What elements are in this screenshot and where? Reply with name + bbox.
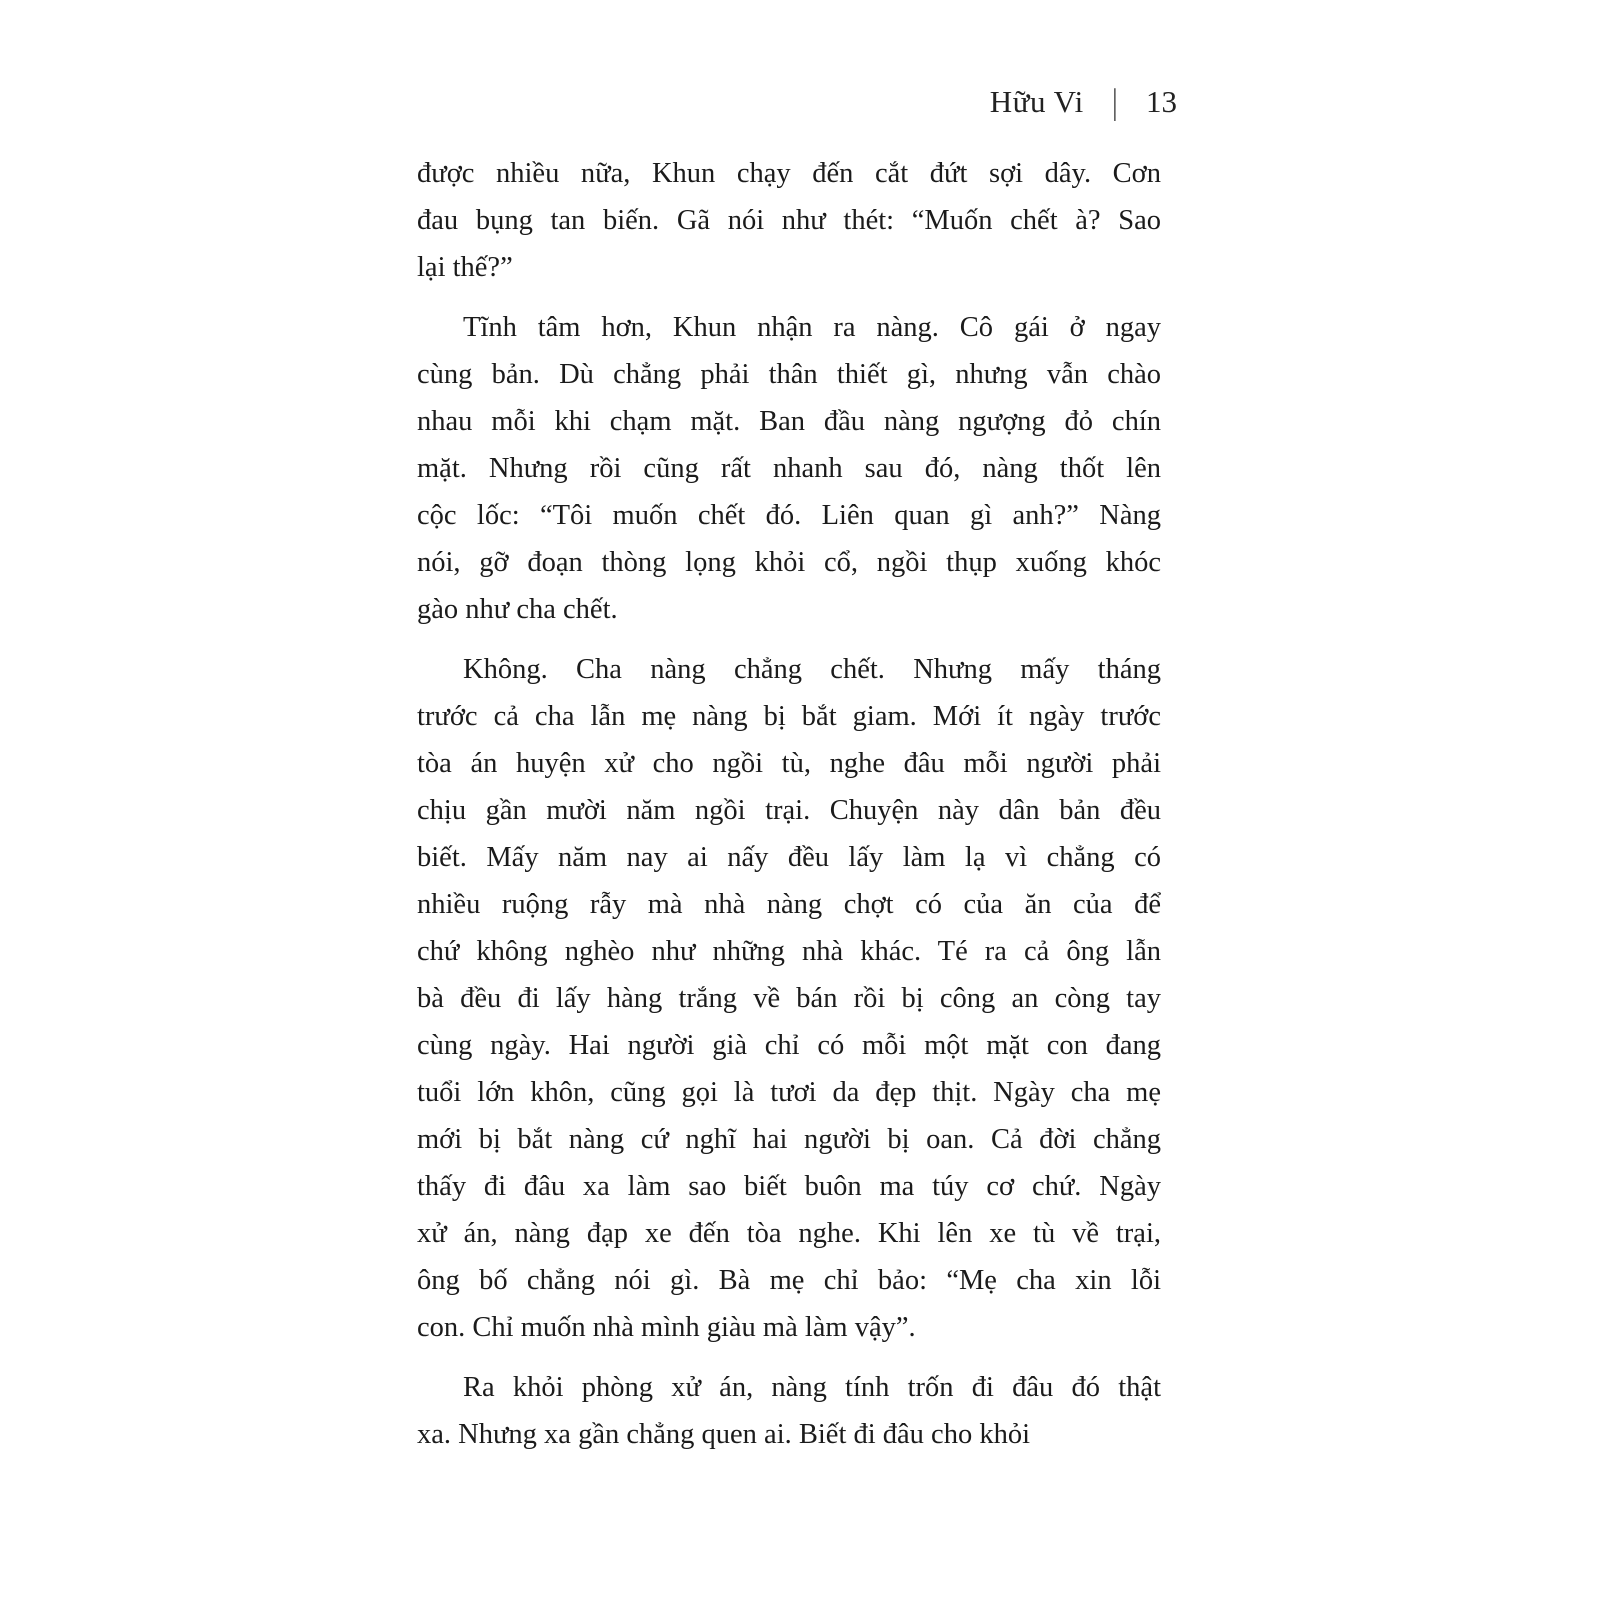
text-line: ông bố chẳng nói gì. Bà mẹ chỉ bảo: “Mẹ cha xin lỗi (417, 1265, 1161, 1296)
text-line: nhau mỗi khi chạm mặt. Ban đầu nàng ngượng đỏ chín (417, 406, 1161, 437)
text-line: chứ không nghèo như những nhà khác. Té ra cả ông lẫn (417, 936, 1161, 967)
text-line: Tĩnh tâm hơn, Khun nhận ra nàng. Cô gái ở ngay (463, 312, 1161, 343)
text-line: gào như cha chết. (417, 594, 618, 625)
text-line: tòa án huyện xử cho ngồi tù, nghe đâu mỗi người phải (417, 748, 1161, 779)
header-author: Hữu Vi (989, 84, 1084, 119)
text-line: thấy đi đâu xa làm sao biết buôn ma túy cơ chứ. Ngày (417, 1171, 1161, 1202)
page-number: 13 (1146, 84, 1177, 119)
text-line: chịu gần mười năm ngồi trại. Chuyện này dân bản đều (417, 795, 1161, 826)
text-line: nhiều ruộng rẫy mà nhà nàng chợt có của ăn của để (417, 889, 1161, 920)
text-line: lại thế?” (417, 252, 513, 283)
text-line: cộc lốc: “Tôi muốn chết đó. Liên quan gì anh?” Nàng (417, 500, 1161, 531)
text-line: con. Chỉ muốn nhà mình giàu mà làm vậy”. (417, 1312, 916, 1343)
text-line: trước cả cha lẫn mẹ nàng bị bắt giam. Mới ít ngày trước (417, 701, 1161, 732)
paragraph (417, 304, 1161, 633)
text-line: đau bụng tan biến. Gã nói như thét: “Muốn chết à? Sao (417, 205, 1161, 236)
text-line: tuổi lớn khôn, cũng gọi là tươi da đẹp thịt. Ngày cha mẹ (417, 1077, 1161, 1108)
text-line: cùng bản. Dù chẳng phải thân thiết gì, nhưng vẫn chào (417, 359, 1161, 390)
text-line: Ra khỏi phòng xử án, nàng tính trốn đi đâu đó thật (463, 1372, 1161, 1403)
text-line: biết. Mấy năm nay ai nấy đều lấy làm lạ vì chẳng có (417, 842, 1161, 873)
page-body (417, 150, 1161, 1458)
text-line: Không. Cha nàng chẳng chết. Nhưng mấy tháng (463, 654, 1161, 685)
text-line: được nhiều nữa, Khun chạy đến cắt đứt sợi dây. Cơn (417, 158, 1161, 189)
header-separator: | (1111, 81, 1118, 122)
text-line: nói, gỡ đoạn thòng lọng khỏi cổ, ngồi thụp xuống khóc (417, 547, 1161, 578)
text-line: xa. Nhưng xa gần chẳng quen ai. Biết đi đâu cho khỏi (417, 1419, 1031, 1450)
text-line: bà đều đi lấy hàng trắng về bán rồi bị công an còng tay (417, 983, 1161, 1014)
text-line: xử án, nàng đạp xe đến tòa nghe. Khi lên xe tù về trại, (417, 1218, 1161, 1249)
text-line: mới bị bắt nàng cứ nghĩ hai người bị oan. Cả đời chẳng (417, 1124, 1161, 1155)
text-line: cùng ngày. Hai người già chỉ có mỗi một mặt con đang (417, 1030, 1161, 1061)
running-header (989, 81, 1177, 122)
text-line: mặt. Nhưng rồi cũng rất nhanh sau đó, nàng thốt lên (417, 453, 1161, 484)
paragraph (417, 646, 1161, 1351)
paragraph (417, 1364, 1161, 1458)
paragraph (417, 150, 1161, 291)
